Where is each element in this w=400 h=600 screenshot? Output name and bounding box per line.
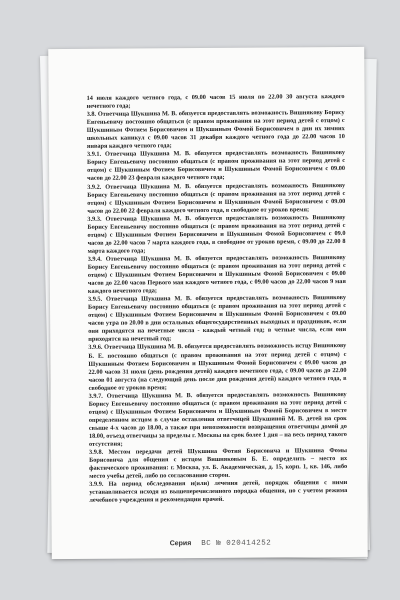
document-page	[48, 47, 368, 559]
paragraph-text: Ответчица Шукшина М. В. обязуется предоставлять возможность Вишнякову Борису Евгеньевичу постоянно общаться (с правом проживания на этот период детей с отцом) с Шукшиным Фотием Борисовичем и Шукшиным Фомой Борисовичем с 09.0 часов до 22.00 часов 7 марта каждого года, в свободное от уроков время, с 09.00 до 22.00 8 марта каждого года;	[87, 213, 346, 255]
paragraph	[89, 391, 347, 449]
paragraph	[87, 214, 345, 256]
clause-number: 3.9.7.	[88, 392, 103, 400]
paragraph-text: Ответчица Шукшина М. В. обязуется предоставлять возможность Вишнякову Борису Евгеньевичу постоянно общаться (с правом проживания на этот период детей с отцом) с Шукшиным Фотием Борисовичем и Шукшиным Фомой Борисовичем с 09.00 часов до 22.00 22 февраля каждого четного года, в свободное от уроков время;	[87, 181, 346, 215]
clause-number: 3.9.6.	[88, 344, 103, 352]
paragraph-text: Ответчица Шукшина М. В. обязуется предоставлять возможность Вишнякову Борису Евгеньевичу постоянно общаться (с правом проживания на этот период детей с отцом) с Шукшиным Фотием Борисовичем и Шукшиным Фомой Борисовичем с 09.00 часов до 22.00 23 февраля каждого четного года;	[86, 149, 346, 183]
serial-number: ВС № 020414252	[201, 539, 272, 549]
clause-number: 3.9.5.	[87, 295, 103, 304]
series-label: Серия	[169, 540, 192, 548]
paragraph-text: Ответчица Шукшина М. В. обязуется предоставлять возможность Вишнякову Борису Евгеньевичу постоянно общаться (с правом проживания на этот период детей с отцом) с Шукшиным Фотием Борисовичем и Шукшиным Фомой Борисовичем с 09.00 часов до 22.00 часов Первого мая каждого четного года, с 09.00 часов до 22.00 часов 9 мая каждого нечетного года;	[87, 253, 346, 295]
clause-number: 3.9.1.	[86, 151, 102, 159]
paragraph-text: На период обследования и(или) лечения детей, порядок общения с ними устанавливается исходя из вышеперечисленного порядка общения, но с учетом режима лечебного учреждения и рекомендации врачей.	[89, 479, 348, 505]
paragraph-text: Местом передачи детей Шукшина Фотия Борисовича и Шукшина Фомы Борисовича для общения с истцом Вишняковым Б. Е. определить – место их фактического проживания: г. Москва, ул. Б. Академическая, д. 15, корп. 1, кв. 146, либо место учебы детей, либо по согласованию сторон.	[89, 447, 348, 481]
paragraph	[87, 182, 345, 216]
paragraph	[87, 149, 345, 183]
paragraph-text: Ответчица Шукшина М. В. обязуется предоставлять возможность Вишнякову Борису Евгеньевичу постоянно общаться (с правом проживания на этот период детей с отцом) с Шукшиным Фотием Борисовичем и Шукшиным Фомой Борисовичем в дни их зимних школьных каникул с 09.00 часов 31 декабря каждого четного года до 22.00 часов 10 января каждого четного года;	[86, 109, 345, 151]
paragraph-text: Ответчица Шукшина М. В. обязуется предоставлять возможность Вишнякову Борису Евгеньевичу постоянно общаться (с правом проживания на этот период детей с отцом) с Шукшиным Фотием Борисовичем и Шукшиным Фомой Борисовичем в месте определенном истцом в случае оставления ответчицей Шукшиной М. В. детей на срок свыше 4-х часов до 18.00, а также при невозможности возвращения ответчицы домой до 18.00, отъезд ответчицы за пределы г. Москвы на срок более 1 дня – на весь период такого отсутствия;	[88, 390, 347, 448]
paragraph	[88, 294, 346, 344]
paragraph-text: Ответчица Шукшина М. В. обязуется предоставлять возможность Вишнякову Борису Евгеньевичу постоянно общаться (с правом проживания на этот период детей с отцом) с Шукшиным Фотием Борисовичем и Шукшиным Фомой Борисовичем с 09.00 часов утра по 20.00 в дни остальных общегосударственных выходных и праздников, если они приходятся на нечетные числа - каждый четный год; в четные числа, если они приходятся на нечетный год;	[88, 294, 347, 344]
paragraph-text: 14 июля каждого четного года, с 09.00 часов 15 июля по 22.00 30 августа каждого нечетного года;	[86, 93, 345, 110]
paragraph	[87, 109, 345, 151]
paragraph	[88, 342, 346, 392]
paragraph	[87, 93, 345, 111]
document-body	[87, 93, 348, 505]
clause-number: 3.9.4.	[87, 255, 102, 263]
paragraph	[89, 447, 347, 481]
clause-number: 3.9.3.	[87, 215, 102, 223]
clause-number: 3.9.2.	[87, 183, 102, 191]
paragraph-text: Ответчица Шукшина М. В. обязуется предоставлять возможность истцу Вишнякову Б. Е. постоянно общаться (с правом проживания на этот период детей с отцом) с Шукшиным Фотием Борисовичем и Шукшиным Фомой Борисовичем с 09.00 часов до 22.00 часов 31 июля (день рождения детей) каждого нечетного года, с 09.00 часов до 22.00 часов 01 августа (на следующий день после дня рождения детей) каждого четного года, в свободное от уроков время;	[88, 342, 347, 392]
clause-number: 3.8.	[86, 110, 97, 118]
paragraph	[88, 254, 346, 296]
clause-number: 3.9.8.	[89, 448, 104, 456]
clause-number: 3.9.9.	[89, 480, 104, 489]
paragraph	[89, 479, 347, 505]
document-footer	[170, 540, 272, 549]
